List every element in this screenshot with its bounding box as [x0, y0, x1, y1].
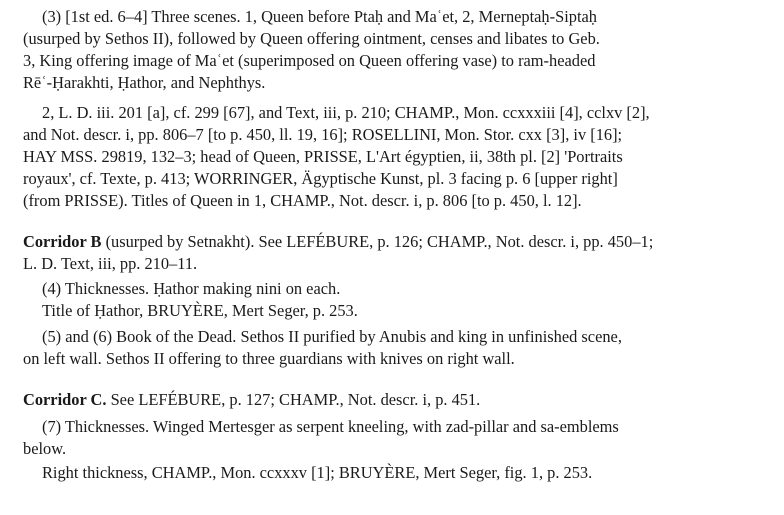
corridor-b-line-2: L. D. Text, iii, pp. 210–11. [23, 254, 198, 273]
refs-3-line-5: (from PRISSE). Titles of Queen in 1, CHAMP., Not. descr. i, p. 806 [to p. 450, l. 12]. [23, 191, 582, 210]
corridor-b-line-1 [23, 232, 653, 252]
section-4-line-2: Title of Ḥathor, BRUYÈRE, Mert Seger, p. 253. [42, 301, 358, 320]
section-4-line-1: (4) Thicknesses. Ḥathor making nini on each. [42, 279, 341, 298]
section-5-6-line-1: (5) and (6) Book of the Dead. Sethos II purified by Anubis and king in unfinished scene, [42, 327, 622, 346]
corridor-c-line-1 [23, 390, 480, 410]
corridor-b-text: (usurped by Setnakht). See LEFÉBURE, p. 126; CHAMP., Not. descr. i, pp. 450–1; [101, 232, 654, 251]
section-3-line-2: (usurped by Sethos II), followed by Queen offering ointment, censes and libates to Geb. [23, 29, 600, 48]
section-3-line-3: 3, King offering image of Maʿet (superimposed on Queen offering vase) to ram-headed [23, 51, 596, 70]
refs-3-line-3: HAY MSS. 29819, 132–3; head of Queen, PRISSE, L'Art égyptien, ii, 38th pl. [2] 'Portraits [23, 147, 623, 166]
section-3-line-4: Rēʿ-Ḥarakhti, Ḥathor, and Nephthys. [23, 73, 266, 92]
corridor-c-heading: Corridor C. [23, 390, 107, 409]
section-7-line-3: Right thickness, CHAMP., Mon. ccxxxv [1]; BRUYÈRE, Mert Seger, fig. 1, p. 253. [42, 463, 593, 482]
refs-3-line-1: 2, L. D. iii. 201 [a], cf. 299 [67], and Text, iii, p. 210; CHAMP., Mon. ccxxxiii [4], cclxv [2], [42, 103, 650, 122]
section-7-line-1: (7) Thicknesses. Winged Mertesger as serpent kneeling, with zad-pillar and sa-emblems [42, 417, 619, 436]
refs-3-line-2: and Not. descr. i, pp. 806–7 [to p. 450, ll. 19, 16]; ROSELLINI, Mon. Stor. cxx [3], iv [16]; [23, 125, 623, 144]
corridor-b-heading: Corridor B [23, 232, 102, 251]
section-3-line-1: (3) [1st ed. 6–4] Three scenes. 1, Queen before Ptaḥ and Maʿet, 2, Merneptaḥ-Siptaḥ [42, 7, 597, 26]
corridor-c-text: See LEFÉBURE, p. 127; CHAMP., Not. descr. i, p. 451. [106, 390, 481, 409]
refs-3-line-4: royaux', cf. Texte, p. 413; WORRINGER, Ägyptische Kunst, pl. 3 facing p. 6 [upper right] [23, 169, 618, 188]
section-7-line-2: below. [23, 439, 67, 458]
section-5-6-line-2: on left wall. Sethos II offering to three guardians with knives on right wall. [23, 349, 515, 368]
